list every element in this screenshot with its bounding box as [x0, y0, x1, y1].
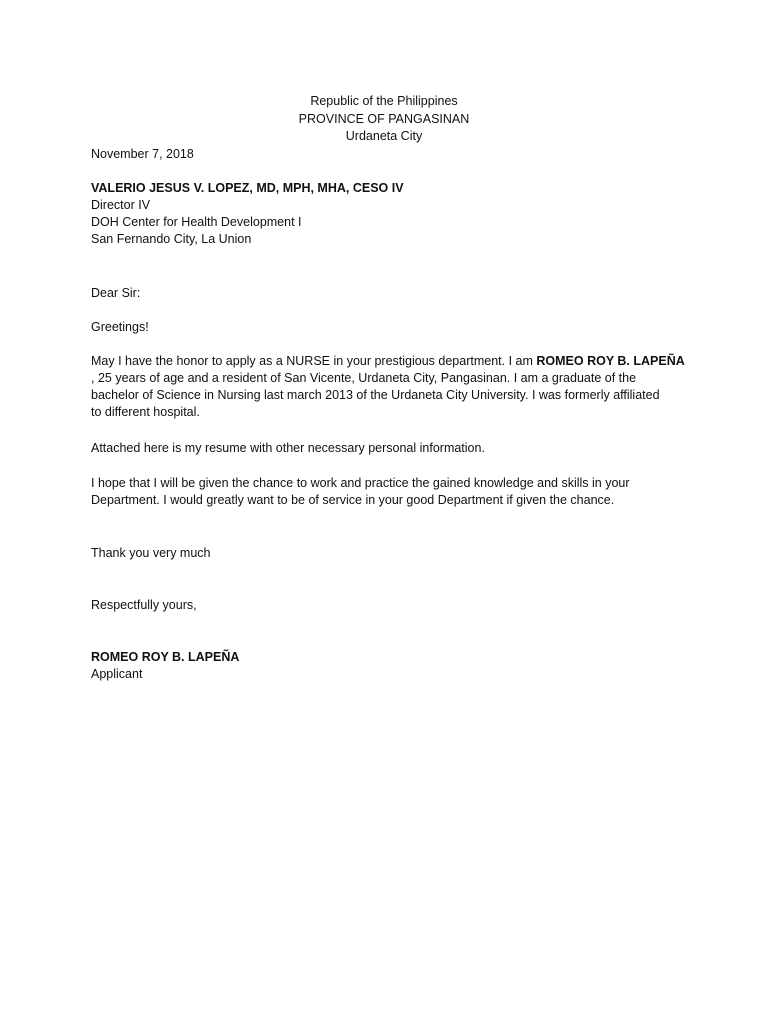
body-paragraph-2: Attached here is my resume with other necessary personal information.: [91, 441, 485, 455]
closing-line: Respectfully yours,: [91, 598, 197, 612]
body-p3-line2: Department. I would greatly want to be of service in your good Department if given the chance.: [91, 493, 615, 507]
greeting: Greetings!: [91, 320, 149, 334]
signature-block: [91, 649, 691, 683]
signature-name: ROMEO ROY B. LAPEÑA: [91, 650, 240, 664]
recipient-address: San Fernando City, La Union: [91, 232, 252, 246]
applicant-name-inline: ROMEO ROY B. LAPEÑA: [536, 354, 685, 368]
body-p3-line1: I hope that I will be given the chance to work and practice the gained knowledge and skills in your: [91, 476, 630, 490]
letterhead-city: Urdaneta City: [345, 129, 423, 143]
body-p1-line1: [91, 353, 691, 370]
body-paragraph-3: [91, 475, 691, 509]
body-p1-line3: bachelor of Science in Nursing last march 2013 of the Urdaneta City University. I was formerly affiliated: [91, 388, 660, 402]
letterhead: [0, 93, 768, 146]
salutation: Dear Sir:: [91, 286, 141, 300]
recipient-block: [91, 180, 691, 248]
letter-date: November 7, 2018: [91, 147, 194, 161]
body-p1-line2: , 25 years of age and a resident of San Vicente, Urdaneta City, Pangasinan. I am a graduate of the: [91, 371, 637, 385]
body-paragraph-1: [91, 353, 691, 421]
recipient-office: DOH Center for Health Development I: [91, 215, 302, 229]
signature-role: Applicant: [91, 667, 143, 681]
body-p1-line1-text: May I have the honor to apply as a NURSE in your prestigious department. I am: [91, 354, 537, 368]
recipient-title: Director IV: [91, 198, 151, 212]
letterhead-province: PROVINCE OF PANGASINAN: [298, 111, 470, 126]
thanks-line: Thank you very much: [91, 546, 211, 560]
body-p1-line4: to different hospital.: [91, 405, 200, 419]
recipient-name: VALERIO JESUS V. LOPEZ, MD, MPH, MHA, CESO IV: [91, 181, 404, 195]
letterhead-country: Republic of the Philippines: [310, 94, 458, 108]
